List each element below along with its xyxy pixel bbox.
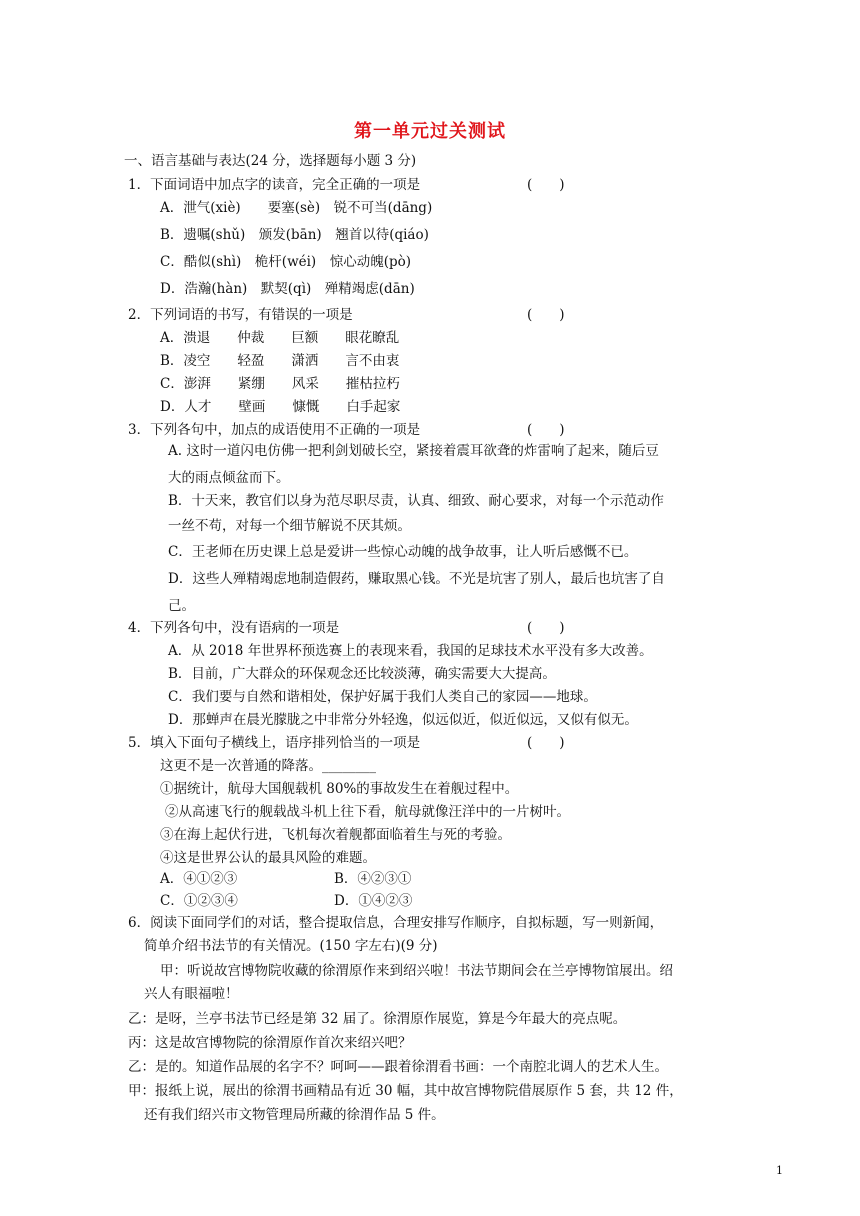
question-5-stem: 5．填入下面句子横线上，语序排列恰当的一项是: [128, 735, 421, 751]
page-title: 第一单元过关测试: [354, 121, 506, 142]
dialogue-line: 甲：报纸上说，展出的徐渭书画精品有近 30 幅，其中故宫博物院借展原作 5 套，共 12 件，: [128, 1083, 683, 1099]
q5-option-a: A．④①②③: [160, 871, 238, 887]
q1-option-c: C．酷似(shì) 桅杆(wéi) 惊心动魄(pò): [160, 254, 412, 270]
dialogue-line: 丙：这是故宫博物院的徐渭原作首次来绍兴吧？: [128, 1035, 412, 1051]
question-2-stem: 2．下列词语的书写，有错误的一项是: [128, 307, 353, 323]
q4-option-d: D．那蝉声在晨光朦胧之中非常分外轻逸，似远似近，似近似远，又似有似无。: [168, 712, 638, 728]
q5-sentence-2: ②从高速飞行的舰载战斗机上往下看，航母就像汪洋中的一片树叶。: [165, 804, 570, 820]
answer-blank-2: ( ): [527, 307, 565, 323]
q2-option-c: C．澎湃 紧绷 风采 摧枯拉朽: [160, 376, 400, 392]
question-6-stem-line1: 6．阅读下面同学们的对话，整合提取信息，合理安排写作顺序，自拟标题，写一则新闻，: [128, 915, 664, 931]
q3-option-a-line1: A. 这时一道闪电仿佛一把利剑划破长空，紧接着震耳欲聋的炸雷响了起来，随后豆: [168, 443, 659, 459]
q5-sentence-4: ④这是世界公认的最具风险的难题。: [160, 850, 376, 866]
q2-option-b: B．凌空 轻盈 潇洒 言不由衷: [160, 353, 400, 369]
question-1-stem: 1．下面词语中加点字的读音，完全正确的一项是: [128, 177, 421, 193]
q1-option-d: D．浩瀚(hàn) 默契(qì) 殚精竭虑(dān): [160, 281, 415, 297]
answer-blank-5: ( ): [527, 735, 565, 751]
q3-option-d-line1: D．这些人殚精竭虑地制造假药，赚取黑心钱。不光是坑害了别人，最后也坑害了自: [168, 571, 665, 587]
q2-option-d: D．人才 壁画 慷慨 白手起家: [160, 399, 401, 415]
dialogue-line: 甲：听说故宫博物院收藏的徐渭原作来到绍兴啦！书法节期间会在兰亭博物馆展出。绍: [160, 963, 673, 979]
section-heading: 一、语言基础与表达(24 分，选择题每小题 3 分): [124, 153, 417, 169]
q3-option-a-line2: 大的雨点倾盆而下。: [168, 470, 290, 486]
q4-option-a: A．从 2018 年世界杯预选赛上的表现来看，我国的足球技术水平没有多大改善。: [168, 643, 653, 659]
dialogue-line: 乙：是的。知道作品展的名字不？呵呵——跟着徐渭看书画：一个南腔北调人的艺术人生。: [128, 1059, 668, 1075]
question-6-stem-line2: 简单介绍书法节的有关情况。(150 字左右)(9 分): [144, 938, 438, 954]
q3-option-d-line2: 己。: [168, 598, 195, 614]
dialogue-line: 兴人有眼福啦！: [144, 986, 239, 1002]
q5-sentence-1: ①据统计，航母大国舰载机 80%的事故发生在着舰过程中。: [160, 781, 519, 797]
q3-option-c: C．王老师在历史课上总是爱讲一些惊心动魄的战争故事，让人听后感慨不已。: [168, 544, 638, 560]
question-3-stem: 3．下列各句中，加点的成语使用不正确的一项是: [128, 422, 421, 438]
q3-option-b-line2: 一丝不苟，对每一个细节解说不厌其烦。: [168, 518, 411, 534]
q5-option-d: D．①④②③: [334, 893, 413, 909]
answer-blank-3: ( ): [527, 422, 565, 438]
q3-option-b-line1: B．十天来，教官们以身为范尽职尽责，认真、细致、耐心要求，对每一个示范动作: [168, 493, 664, 509]
answer-blank-4: ( ): [527, 620, 565, 636]
q4-option-b: B．目前，广大群众的环保观念还比较淡薄，确实需要大大提高。: [168, 666, 556, 682]
q4-option-c: C．我们要与自然和谐相处，保护好属于我们人类自己的家园——地球。: [168, 689, 597, 705]
dialogue-line: 还有我们绍兴市文物管理局所藏的徐渭作品 5 件。: [144, 1107, 445, 1123]
q5-option-c: C．①②③④: [160, 893, 238, 909]
q5-option-b: B．④②③①: [334, 871, 412, 887]
dialogue-line: 乙：是呀，兰亭书法节已经是第 32 届了。徐渭原作展览，算是今年最大的亮点呢。: [128, 1011, 627, 1027]
q1-option-a: A．泄气(xiè) 要塞(sè) 锐不可当(dāng): [160, 200, 433, 216]
answer-blank-1: ( ): [527, 177, 565, 193]
page-number: 1: [776, 1164, 783, 1177]
q5-sentence-3: ③在海上起伏行进，飞机每次着舰都面临着生与死的考验。: [160, 827, 511, 843]
q1-option-b: B．遗嘱(shǔ) 颁发(bān) 翘首以待(qiáo): [160, 227, 429, 243]
question-4-stem: 4．下列各句中，没有语病的一项是: [128, 620, 340, 636]
q2-option-a: A．溃退 仲裁 巨额 眼花瞭乱: [160, 330, 400, 346]
q5-lead-sentence: 这更不是一次普通的降落。________: [160, 758, 376, 774]
